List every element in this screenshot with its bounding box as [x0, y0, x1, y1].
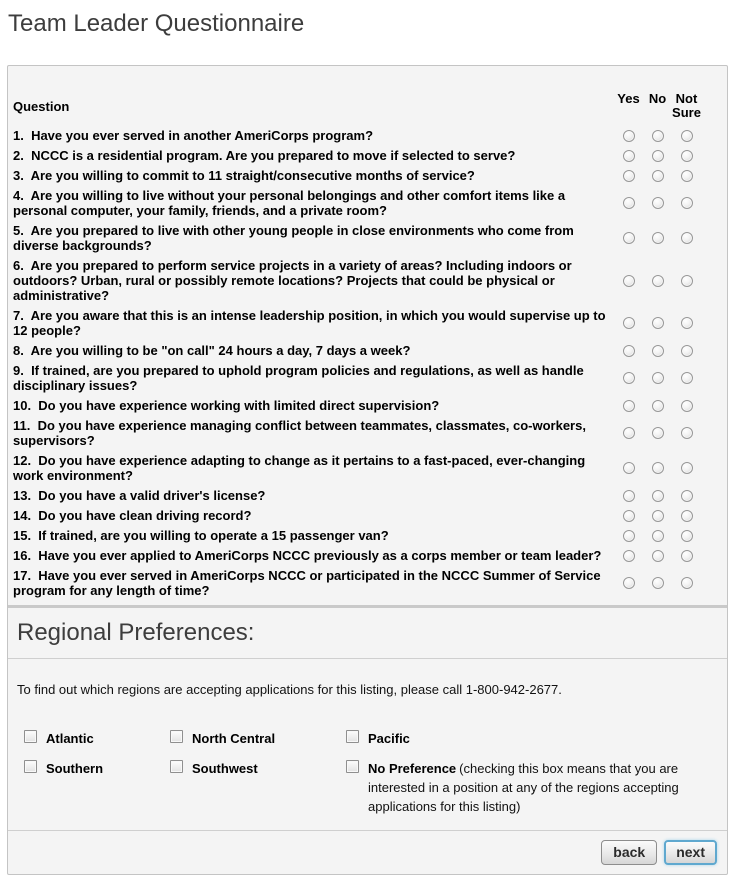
question-column-header: Question [13, 98, 70, 114]
region-label: Southwest [192, 761, 258, 776]
region-option[interactable] [346, 759, 721, 816]
radio-yes[interactable] [623, 427, 635, 439]
question-row [8, 418, 727, 448]
radio-not-sure[interactable] [681, 345, 693, 357]
radio-no[interactable] [652, 577, 664, 589]
answer-radio-group [614, 510, 701, 522]
question-text: 7. Are you aware that this is an intense leadership position, in which you would supervise up to 12 people? [13, 308, 610, 338]
region-option[interactable] [170, 759, 346, 778]
yes-column-header: Yes [617, 91, 640, 106]
question-text: 14. Do you have clean driving record? [13, 508, 252, 523]
radio-no[interactable] [652, 490, 664, 502]
answer-radio-group [614, 275, 701, 287]
radio-no[interactable] [652, 400, 664, 412]
question-text: 3. Are you willing to commit to 11 straight/consecutive months of service? [13, 168, 475, 183]
back-button[interactable]: back [601, 840, 657, 865]
answer-radio-group [614, 462, 701, 474]
question-row [8, 528, 727, 543]
radio-not-sure[interactable] [681, 275, 693, 287]
radio-yes[interactable] [623, 197, 635, 209]
answer-radio-group [614, 232, 701, 244]
region-option[interactable] [24, 759, 170, 778]
checkbox[interactable] [170, 760, 183, 773]
answer-radio-group [614, 577, 701, 589]
next-button[interactable]: next [664, 840, 717, 865]
radio-yes[interactable] [623, 550, 635, 562]
answer-radio-group [614, 400, 701, 412]
answer-radio-group [614, 150, 701, 162]
radio-not-sure[interactable] [681, 530, 693, 542]
region-label: No Preference [368, 761, 457, 776]
question-text: 13. Do you have a valid driver's license? [13, 488, 266, 503]
question-text: 6. Are you prepared to perform service projects in a variety of areas? Including indoors or outdoors? Urban, rural or possibly remote locations? Projects that could be physical or administrative? [13, 258, 576, 303]
answer-radio-group [614, 550, 701, 562]
radio-not-sure[interactable] [681, 150, 693, 162]
radio-no[interactable] [652, 317, 664, 329]
question-row [8, 508, 727, 523]
page-title: Team Leader Questionnaire [8, 10, 305, 37]
question-row [8, 308, 727, 338]
radio-no[interactable] [652, 130, 664, 142]
radio-no[interactable] [652, 170, 664, 182]
answer-radio-group [614, 317, 701, 329]
radio-not-sure[interactable] [681, 577, 693, 589]
question-text: 11. Do you have experience managing conflict between teammates, classmates, co-workers, supervisors? [13, 418, 590, 448]
question-row [8, 363, 727, 393]
question-text: 17. Have you ever served in AmeriCorps NCCC or participated in the NCCC Summer of Service program for any length of time? [13, 568, 605, 598]
radio-not-sure[interactable] [681, 490, 693, 502]
radio-no[interactable] [652, 345, 664, 357]
radio-no[interactable] [652, 530, 664, 542]
radio-no[interactable] [652, 372, 664, 384]
question-row [8, 188, 727, 218]
radio-not-sure[interactable] [681, 400, 693, 412]
regional-preferences-heading: Regional Preferences: [17, 619, 255, 646]
heading-underline [8, 658, 727, 659]
region-option[interactable] [170, 729, 346, 748]
checkbox[interactable] [24, 730, 37, 743]
answer-radio-group [614, 130, 701, 142]
answer-radio-group [614, 345, 701, 357]
region-label: Atlantic [46, 731, 94, 746]
question-text: 10. Do you have experience working with limited direct supervision? [13, 398, 440, 413]
radio-not-sure[interactable] [681, 427, 693, 439]
radio-no[interactable] [652, 510, 664, 522]
regions-info-text: To find out which regions are accepting applications for this listing, please call 1-800-942-2677. [17, 682, 562, 697]
checkbox[interactable] [24, 760, 37, 773]
question-row [8, 223, 727, 253]
answer-radio-group [614, 530, 701, 542]
radio-yes[interactable] [623, 400, 635, 412]
question-text: 9. If trained, are you prepared to uphold program policies and regulations, as well as handle disciplinary issues? [13, 363, 588, 393]
radio-yes[interactable] [623, 170, 635, 182]
question-row [8, 453, 727, 483]
checkbox[interactable] [346, 760, 359, 773]
radio-not-sure[interactable] [681, 372, 693, 384]
region-label: North Central [192, 731, 276, 746]
answer-radio-group [614, 372, 701, 384]
answer-radio-group [614, 170, 701, 182]
radio-yes[interactable] [623, 530, 635, 542]
checkbox[interactable] [170, 730, 183, 743]
answer-radio-group [614, 427, 701, 439]
region-option[interactable] [24, 729, 170, 748]
radio-no[interactable] [652, 232, 664, 244]
question-text: 1. Have you ever served in another AmeriCorps program? [13, 128, 374, 143]
radio-not-sure[interactable] [681, 130, 693, 142]
radio-yes[interactable] [623, 317, 635, 329]
radio-not-sure[interactable] [681, 510, 693, 522]
radio-no[interactable] [652, 462, 664, 474]
region-note: (checking this box means that you are interested in a position at any of the regions accepting applications for this listing) [368, 761, 679, 814]
questionnaire-header [8, 66, 727, 120]
radio-not-sure[interactable] [681, 317, 693, 329]
question-text: 15. If trained, are you willing to operate a 15 passenger van? [13, 528, 389, 543]
radio-yes[interactable] [623, 490, 635, 502]
question-text: 4. Are you willing to live without your personal belongings and other comfort items like a personal computer, your family, friends, and a private room? [13, 188, 569, 218]
radio-not-sure[interactable] [681, 232, 693, 244]
radio-not-sure[interactable] [681, 197, 693, 209]
question-list [8, 128, 727, 598]
question-row [8, 548, 727, 563]
radio-yes[interactable] [623, 150, 635, 162]
region-option[interactable] [346, 729, 721, 748]
region-label: Southern [46, 761, 104, 776]
radio-yes[interactable] [623, 462, 635, 474]
question-text: 8. Are you willing to be "on call" 24 hours a day, 7 days a week? [13, 343, 411, 358]
region-label: Pacific [368, 731, 410, 746]
radio-yes[interactable] [623, 130, 635, 142]
radio-not-sure[interactable] [681, 462, 693, 474]
question-text: 2. NCCC is a residential program. Are you prepared to move if selected to serve? [13, 148, 516, 163]
not-sure-column-header: Not Sure [672, 91, 701, 120]
question-row [8, 258, 727, 303]
question-row [8, 168, 727, 183]
answer-radio-group [614, 490, 701, 502]
footer-divider [8, 830, 727, 831]
question-row [8, 398, 727, 413]
questionnaire-panel [7, 65, 728, 875]
region-checkbox-grid [24, 729, 721, 816]
radio-not-sure[interactable] [681, 550, 693, 562]
answer-radio-group [614, 197, 701, 209]
radio-yes[interactable] [623, 345, 635, 357]
question-row [8, 488, 727, 503]
radio-no[interactable] [652, 427, 664, 439]
radio-yes[interactable] [623, 372, 635, 384]
question-text: 16. Have you ever applied to AmeriCorps NCCC previously as a corps member or team leader? [13, 548, 602, 563]
no-column-header: No [648, 91, 667, 106]
question-row [8, 148, 727, 163]
question-row [8, 568, 727, 598]
radio-yes[interactable] [623, 232, 635, 244]
radio-no[interactable] [652, 550, 664, 562]
radio-no[interactable] [652, 150, 664, 162]
answer-column-headers [614, 92, 701, 120]
radio-no[interactable] [652, 275, 664, 287]
question-text: 12. Do you have experience adapting to change as it pertains to a fast-paced, ever-changing work environment? [13, 453, 589, 483]
question-row [8, 128, 727, 143]
question-text: 5. Are you prepared to live with other young people in close environments who come from diverse backgrounds? [13, 223, 578, 253]
footer-buttons [8, 840, 717, 865]
radio-not-sure[interactable] [681, 170, 693, 182]
radio-yes[interactable] [623, 510, 635, 522]
radio-no[interactable] [652, 197, 664, 209]
question-row [8, 343, 727, 358]
checkbox[interactable] [346, 730, 359, 743]
radio-yes[interactable] [623, 577, 635, 589]
section-divider [8, 605, 727, 608]
radio-yes[interactable] [623, 275, 635, 287]
